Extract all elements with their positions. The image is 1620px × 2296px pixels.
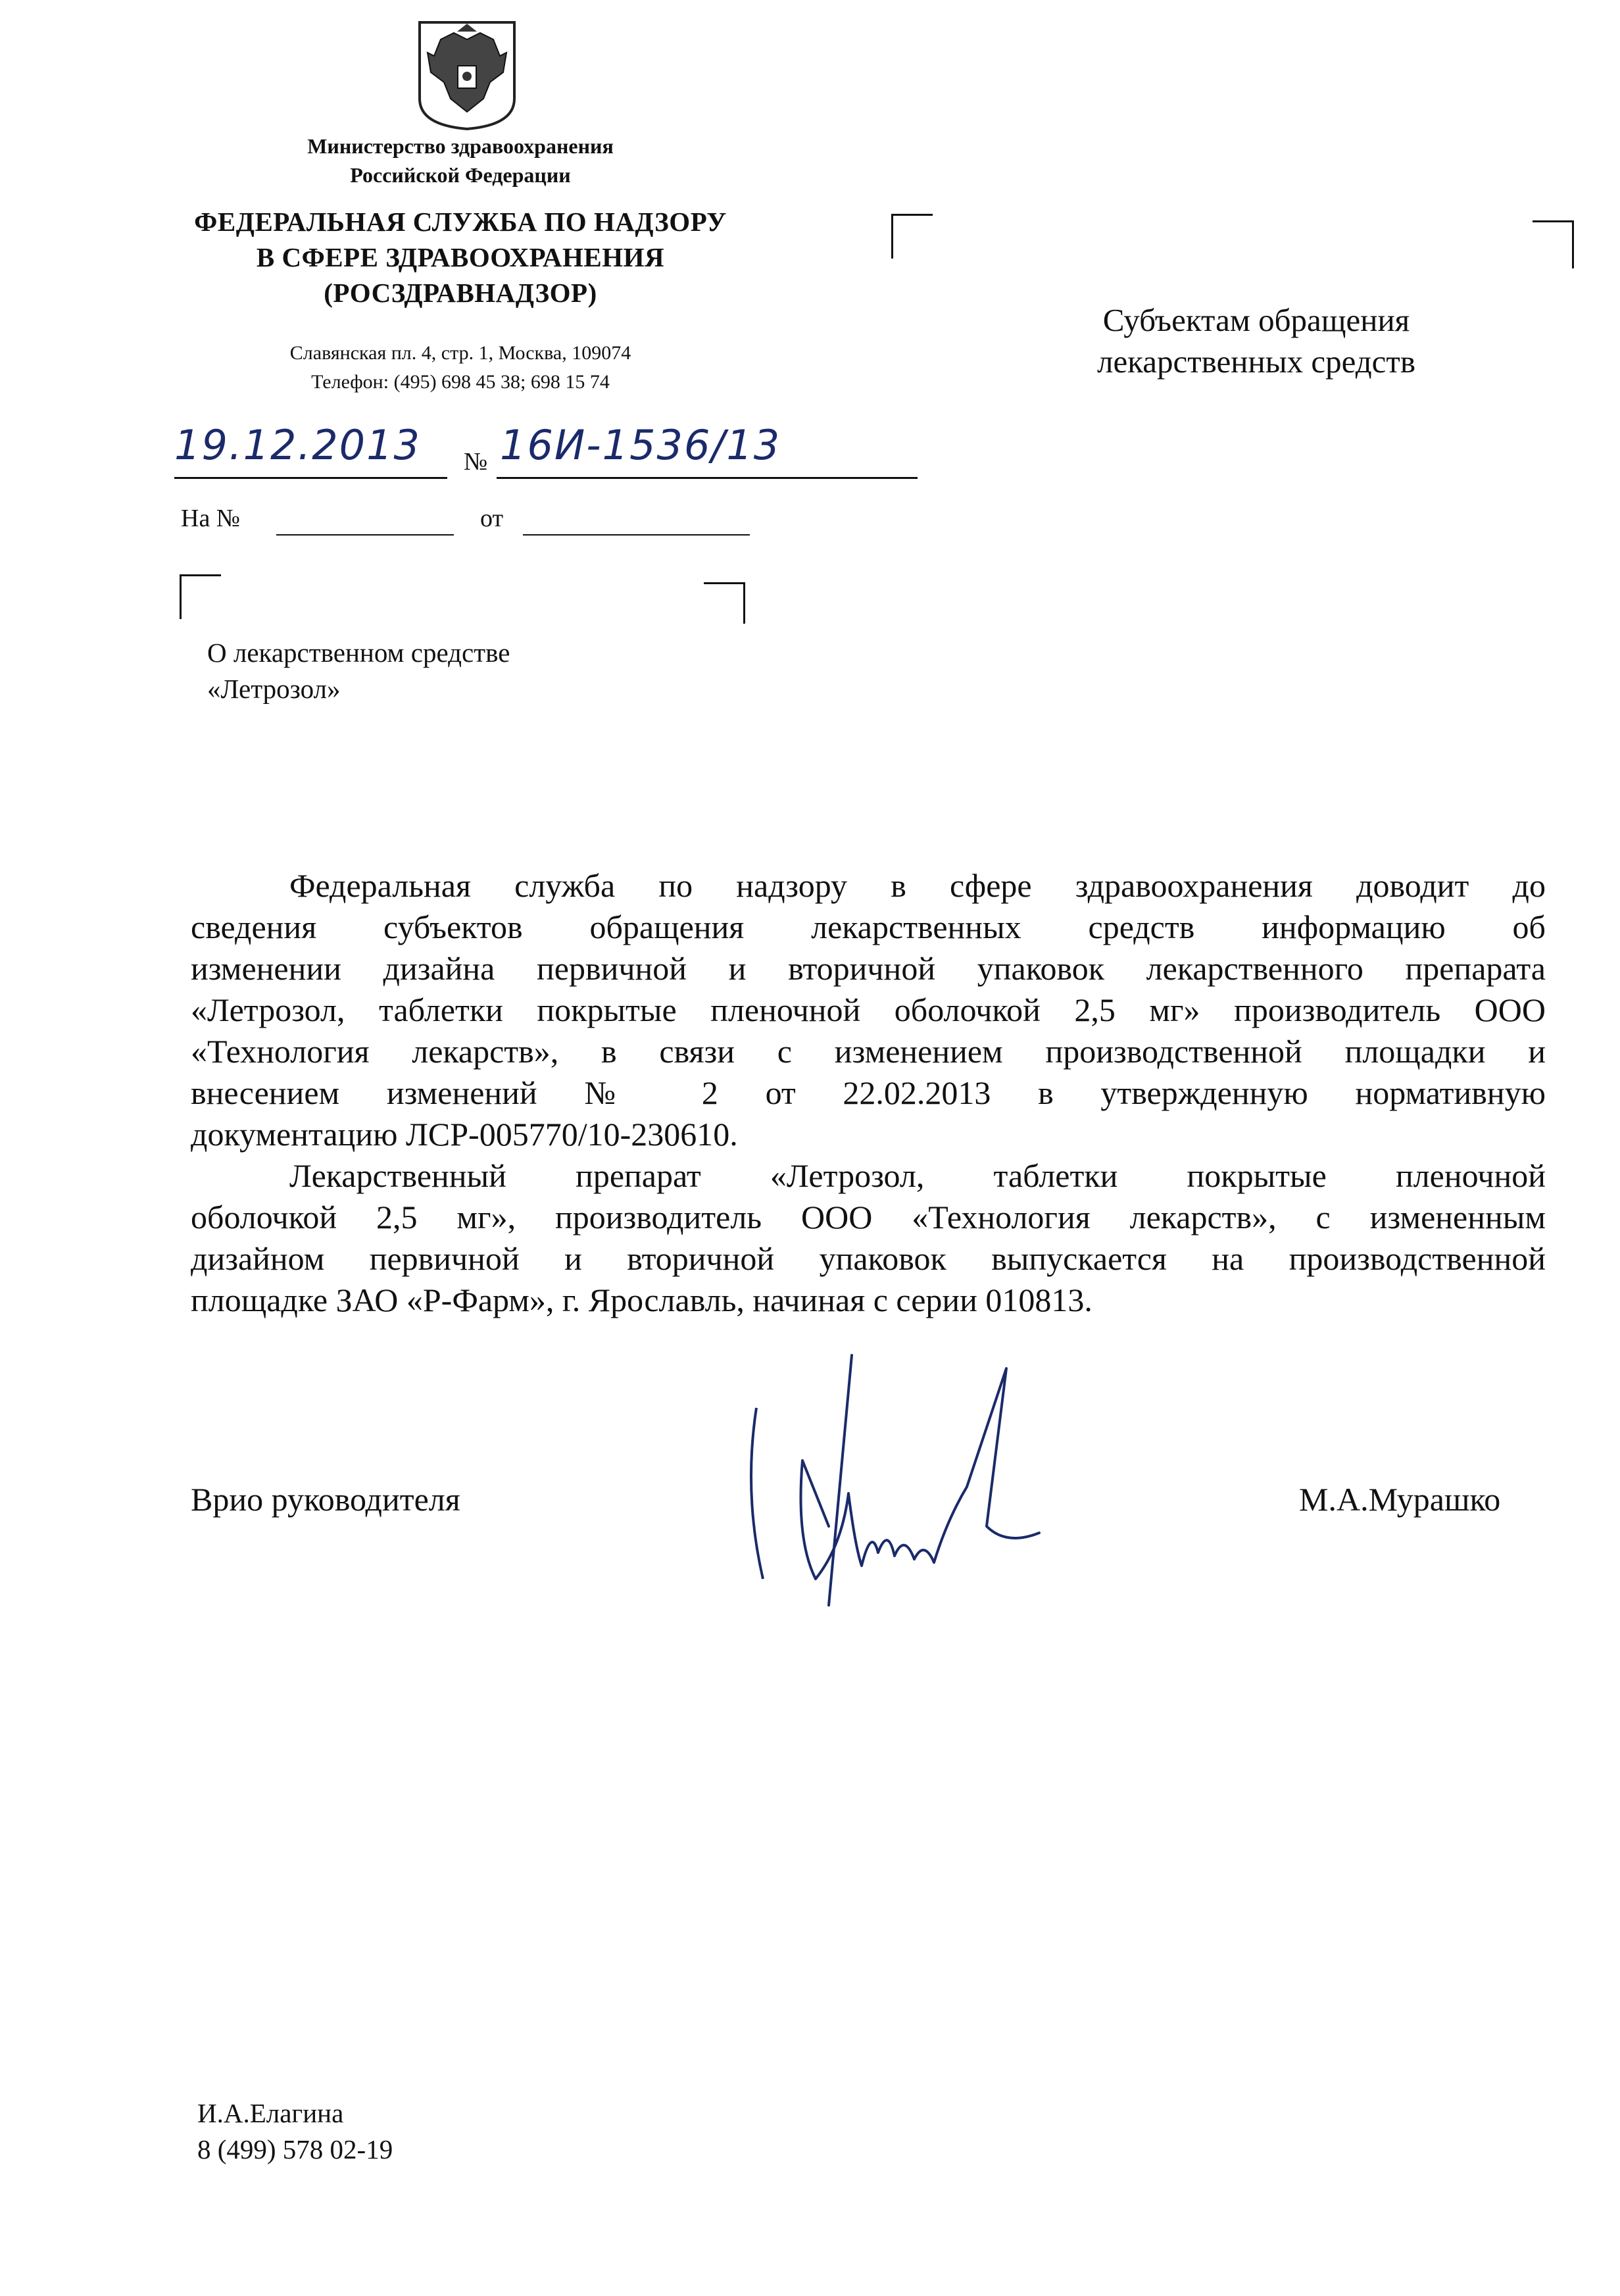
recipient-bracket-right bbox=[1533, 220, 1574, 268]
number-sign: № bbox=[464, 448, 488, 476]
letterhead-phone: Телефон: (495) 698 45 38; 698 15 74 bbox=[311, 371, 610, 393]
p1-line-3: изменении дизайна первичной и вторичной упаковок лекарственного препарата bbox=[191, 950, 1546, 987]
recipient-bracket-left bbox=[891, 214, 933, 259]
recipient-line-1: Субъектам обращения bbox=[1102, 302, 1410, 338]
p2-line-3: дизайном первичной и вторичной упаковок выпускается на производственной bbox=[191, 1240, 1546, 1277]
subject-line-2: «Летрозол» bbox=[207, 674, 341, 704]
executor-phone: 8 (499) 578 02-19 bbox=[197, 2134, 393, 2164]
coat-of-arms-icon bbox=[414, 20, 520, 132]
service-line-2: В СФЕРЕ ЗДРАВООХРАНЕНИЯ bbox=[256, 242, 665, 272]
executor-name: И.А.Елагина bbox=[197, 2098, 344, 2128]
signatory-position: Врио руководителя bbox=[191, 1481, 460, 1518]
letter-body bbox=[191, 865, 1546, 1321]
reply-number-label: На № bbox=[181, 505, 241, 532]
signatory-name: М.А.Мурашко bbox=[1299, 1481, 1501, 1518]
service-line-1: ФЕДЕРАЛЬНАЯ СЛУЖБА ПО НАДЗОРУ bbox=[194, 207, 727, 237]
p2-line-1: Лекарственный препарат «Летрозол, таблетки покрытые пленочной bbox=[289, 1157, 1546, 1194]
service-line-3: (РОСЗДРАВНАДЗОР) bbox=[324, 278, 597, 308]
p1-line-7: документацию ЛСР-005770/10-230610. bbox=[191, 1116, 738, 1153]
p2-line-4: площадке ЗАО «Р-Фарм», г. Ярославль, начиная с серии 010813. bbox=[191, 1282, 1092, 1318]
ministry-line-2: Российской Федерации bbox=[350, 163, 571, 187]
subject-bracket-left bbox=[180, 574, 221, 619]
p2-line-2: оболочкой 2,5 мг», производитель ООО «Технология лекарств», с измененным bbox=[191, 1199, 1546, 1235]
subject-line-1: О лекарственном средстве bbox=[207, 637, 510, 668]
subject-bracket-right bbox=[704, 582, 745, 624]
registration-number: 16И-1536/13 bbox=[500, 421, 781, 469]
registration-date: 19.12.2013 bbox=[174, 421, 421, 469]
paragraph-1 bbox=[191, 865, 1546, 1155]
ministry-line-1: Министерство здравоохранения bbox=[307, 134, 614, 158]
recipient-line-2: лекарственных средств bbox=[1097, 343, 1415, 380]
p1-line-6: внесением изменений № 2 от 22.02.2013 в утвержденную нормативную bbox=[191, 1074, 1546, 1111]
handwritten-signature bbox=[730, 1329, 1085, 1618]
p1-line-1: Федеральная служба по надзору в сфере здравоохранения доводит до bbox=[289, 867, 1546, 904]
p1-line-5: «Технология лекарств», в связи с изменением производственной площадки и bbox=[191, 1033, 1546, 1070]
p1-line-2: сведения субъектов обращения лекарственных средств информацию об bbox=[191, 909, 1546, 945]
p1-line-4: «Летрозол, таблетки покрытые пленочной оболочкой 2,5 мг» производитель ООО bbox=[191, 991, 1546, 1028]
reply-from-label: от bbox=[480, 505, 504, 532]
paragraph-2 bbox=[191, 1155, 1546, 1321]
letterhead-address: Славянская пл. 4, стр. 1, Москва, 109074 bbox=[289, 342, 631, 364]
